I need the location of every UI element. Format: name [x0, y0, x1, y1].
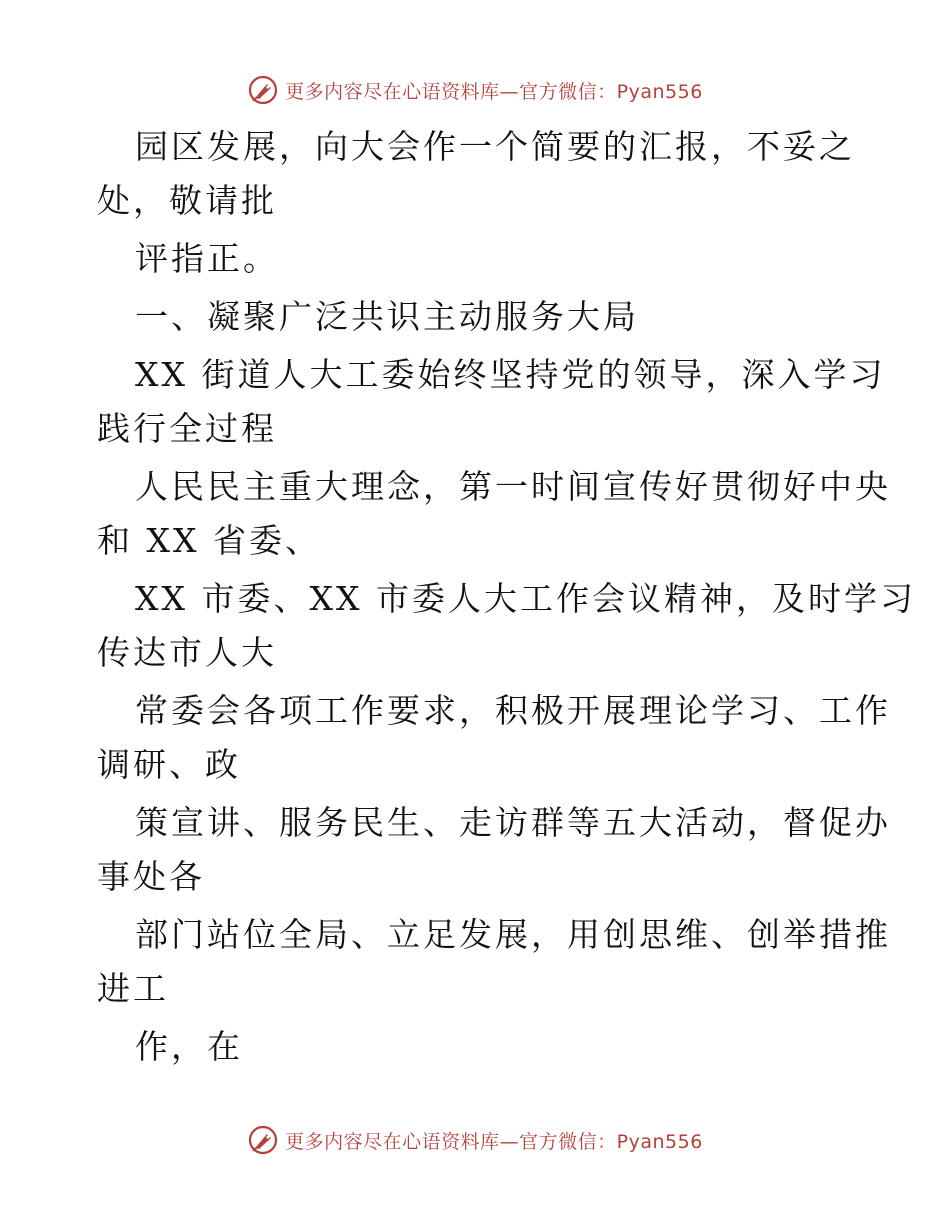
- text-line: 处，敬请批: [97, 181, 277, 220]
- text-line: 策宣讲、服务民生、走访群等五大活动，督促办: [135, 803, 891, 842]
- pen-nib-logo-icon: [247, 74, 279, 106]
- text-line: XX 市委、XX 市委人大工作会议精神，及时学习: [135, 579, 916, 618]
- text-line: 部门站位全局、立足发展，用创思维、创举措推: [135, 915, 891, 954]
- text-line: 园区发展，向大会作一个简要的汇报，不妥之: [135, 127, 855, 166]
- document-body: [97, 120, 916, 1074]
- banner-text: 更多内容尽在心语资料库—官方微信：Pyan556: [285, 1130, 703, 1153]
- text-line: 人民民主重大理念，第一时间宣传好贯彻好中央: [135, 467, 891, 506]
- text-line: 评指正。: [135, 239, 279, 278]
- text-line: 和 XX 省委、: [97, 521, 321, 560]
- text-line: 进工: [97, 969, 169, 1008]
- text-line: 作，在: [135, 1027, 243, 1066]
- pen-nib-logo-icon: [247, 1124, 279, 1156]
- text-line: 事处各: [97, 857, 205, 896]
- header-banner: [0, 70, 950, 110]
- banner-text: 更多内容尽在心语资料库—官方微信：Pyan556: [285, 80, 703, 103]
- text-line: 践行全过程: [97, 409, 277, 448]
- text-line: 调研、政: [97, 745, 241, 784]
- text-line: 传达市人大: [97, 633, 277, 672]
- text-line: 常委会各项工作要求，积极开展理论学习、工作: [135, 691, 891, 730]
- text-line: 一、凝聚广泛共识主动服务大局: [135, 297, 639, 336]
- footer-banner: [0, 1120, 950, 1160]
- text-line: XX 街道人大工委始终坚持党的领导，深入学习: [135, 355, 886, 394]
